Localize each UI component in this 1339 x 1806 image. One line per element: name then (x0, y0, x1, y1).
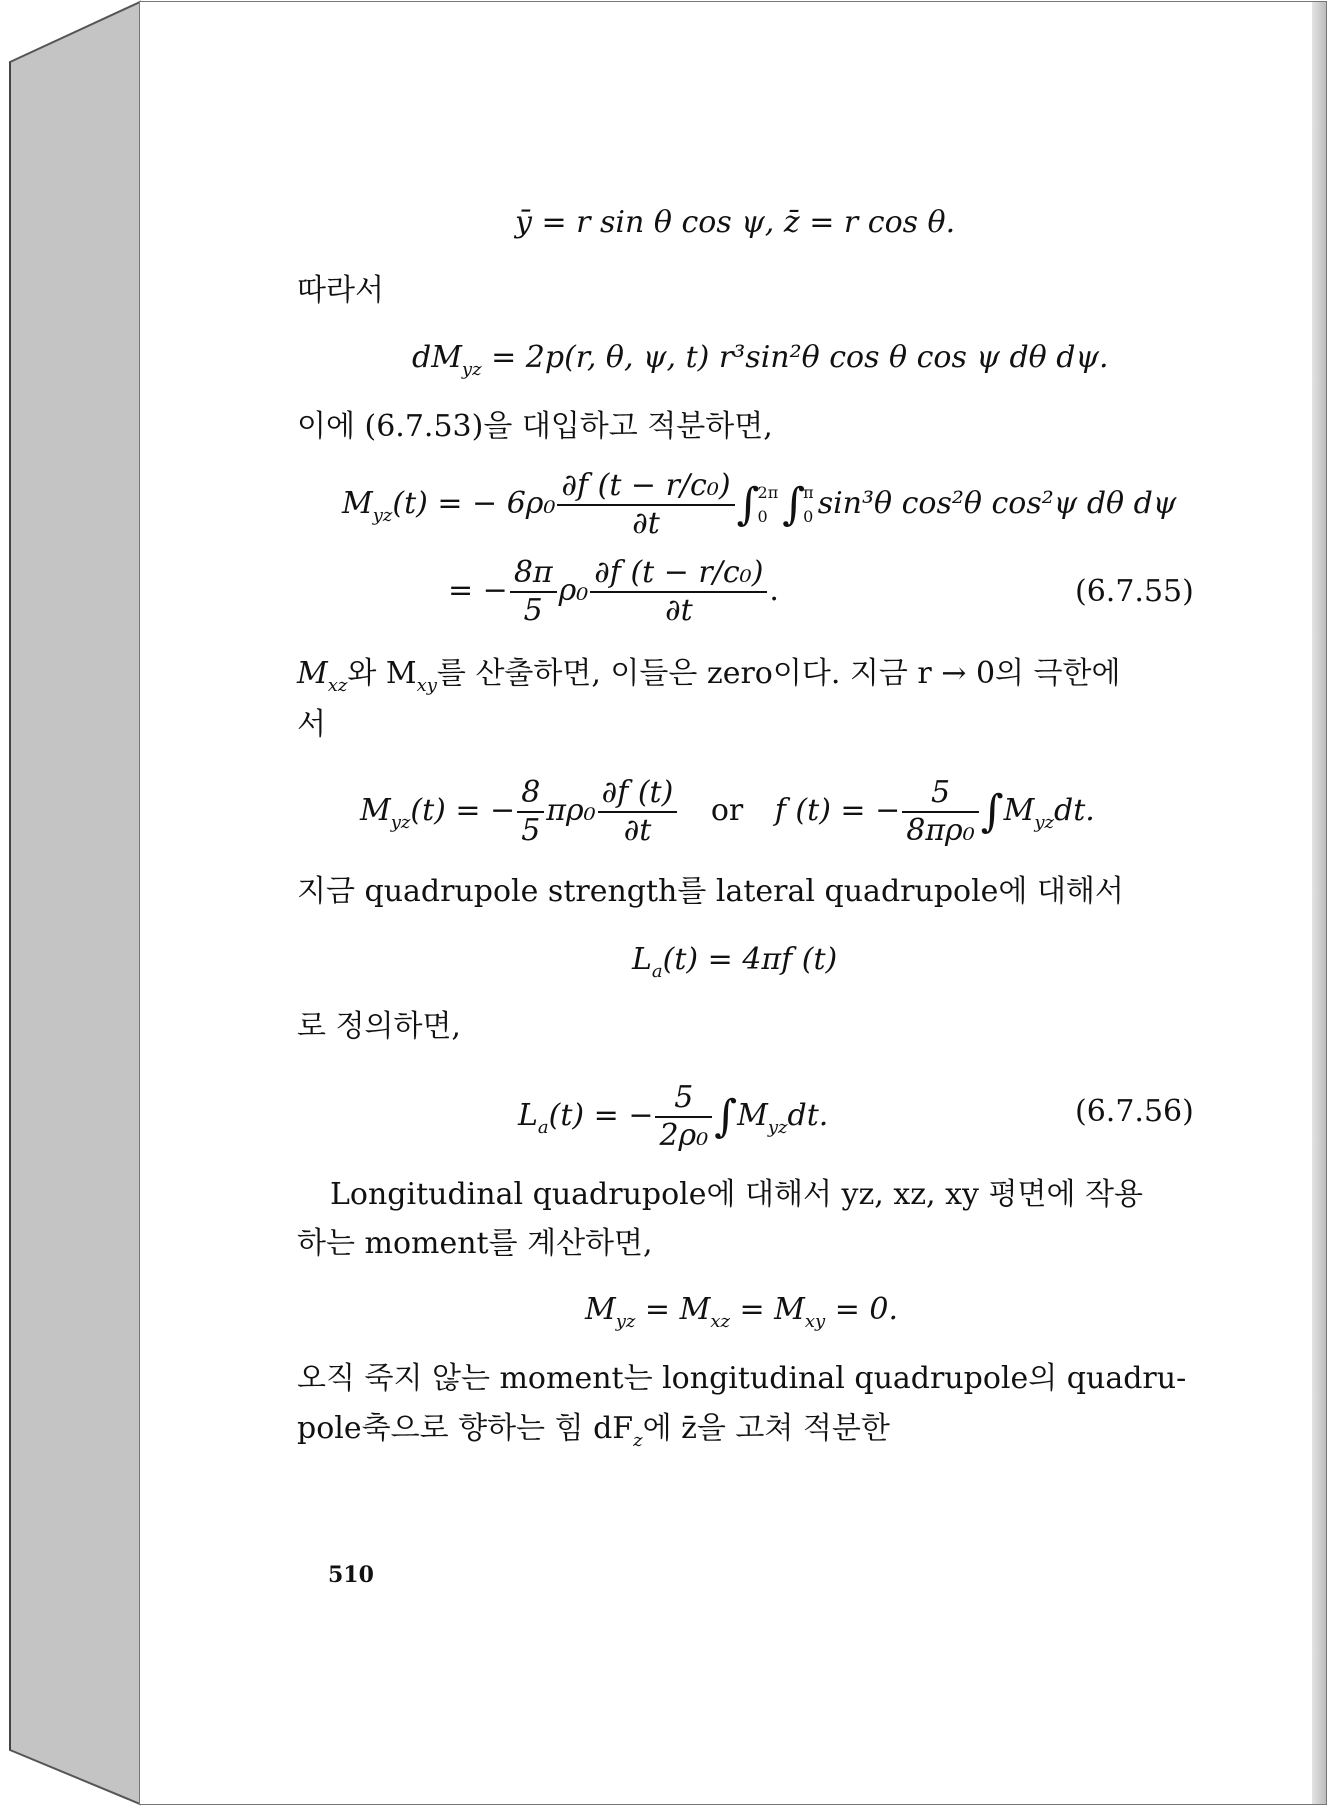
equation-myz-result: = − $\frac{8\pi}{5}$ ρ₀ $\frac{\text{∂f (t − r/c₀)}}{\partial t}$ . (448, 555, 779, 628)
text-line-9: pole축으로 향하는 힘 $dF_z$에 z̄을 고쳐 적분한 (297, 1411, 890, 1451)
equation-number-6-7-55: (6.7.55) (1075, 574, 1194, 609)
page-edge (1312, 2, 1326, 1804)
equation-number-6-7-56: (6.7.56) (1075, 1094, 1194, 1129)
text-line-8: 오직 죽지 않는 moment는 longitudinal quadrupole의 quadru- (297, 1361, 1187, 1396)
text-line-2: 이에 (6.7.53)을 대입하고 적분하면, (297, 409, 773, 444)
page-number: 510 (328, 1562, 374, 1588)
equation-la-definition: $L_a(t) = 4\pi f$ (t) (632, 942, 838, 982)
equation-dmyz: $dM_{yz} = 2p(r$, θ, ψ, t) r³sin²θ cos θ cos ψ dθ dψ. (412, 340, 1109, 380)
equation-moments-zero: $M_{yz} = M_{xz} = M_{xy} = 0$. (585, 1292, 899, 1332)
text-line-6: Longitudinal quadrupole에 대해서 yz, xz, xy 평면에 작용 (330, 1177, 1143, 1212)
text-line-5: 로 정의하면, (297, 1009, 461, 1044)
text-line-3: $M_{xz}$와 $M_{xy}$를 산출하면, 이들은 zero이다. 지금 r → 0의 극한에 (297, 656, 1121, 696)
text-line-7: 하는 moment를 계산하면, (297, 1226, 653, 1261)
book-spine-side (10, 2, 140, 1804)
equation-la-result: $L_a(t)$ = − $\frac{5}{\text{2ρ₀}}$ $\int M_{yz}dt$. (518, 1080, 829, 1153)
text-line-4: 지금 quadrupole strength를 lateral quadrupole에 대해서 (297, 874, 1124, 909)
text-line-3-cont: 서 (297, 707, 326, 742)
equation-myz-ft: $M_{yz}(t)$ = − $\frac{8}{5}$ πρ₀ $\frac{\partial f (t)}{\partial t}$ or f (t) = − $\frac{5}{\text{8πρ₀}}$ $\int M_{yz}dt$. (360, 775, 1095, 848)
equation-coordinates: ȳ = r sin θ cos ψ, z̄ = r cos θ. (515, 205, 956, 240)
equation-myz-integral: $M_{yz}(t)$ = − 6ρ₀ $\frac{\text{∂f (t − r/c₀)}}{\partial t}$ ∫ 2π 0 ∫ π 0 sin³θ cos²θ cos²ψ dθ dψ (342, 468, 1177, 541)
text-line-1: 따라서 (297, 273, 384, 308)
